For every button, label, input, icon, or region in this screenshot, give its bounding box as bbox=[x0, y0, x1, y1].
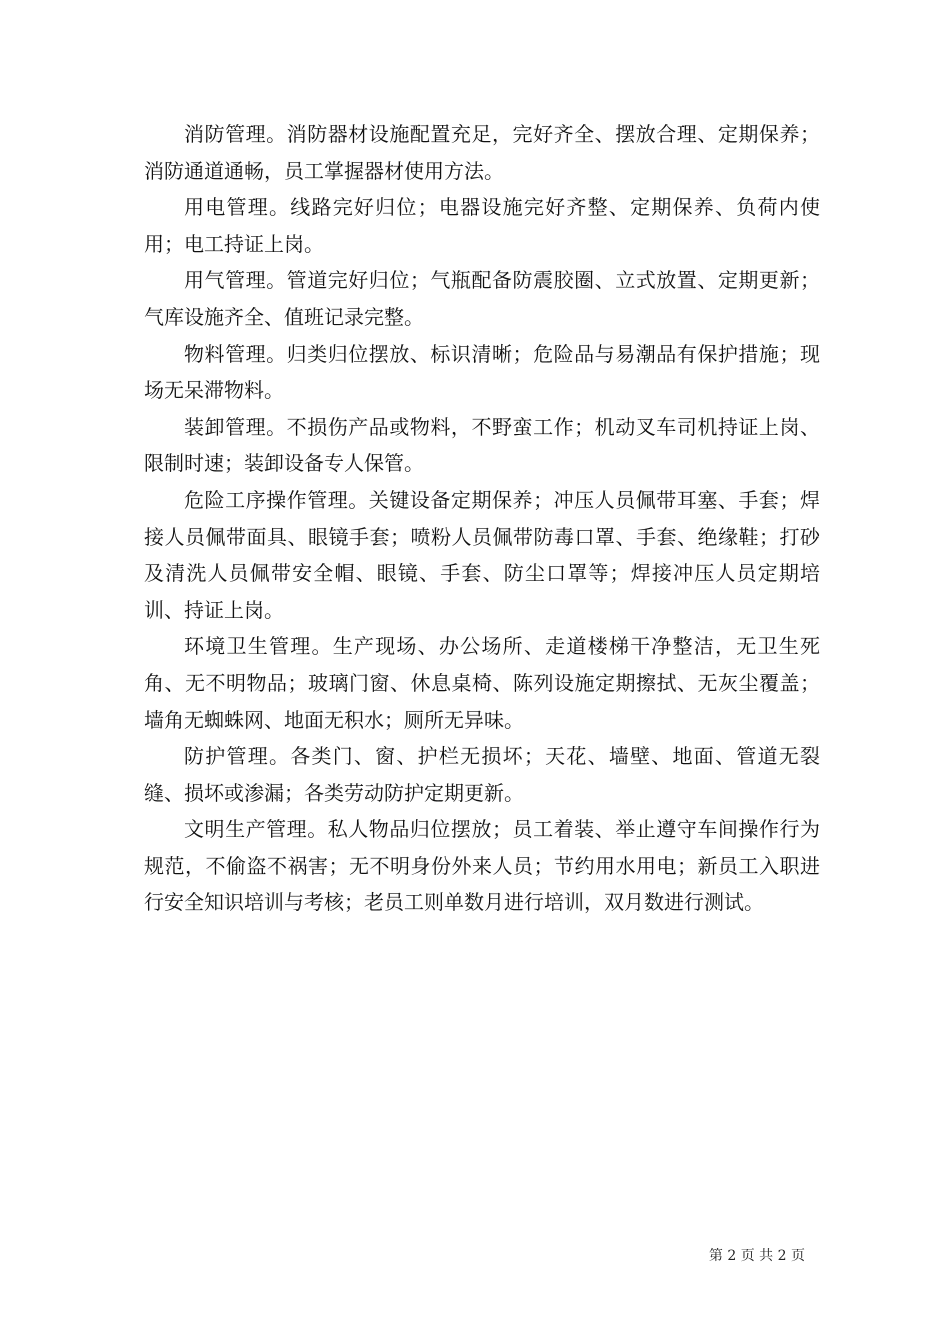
page-number: 第 2 页 共 2 页 bbox=[708, 1248, 805, 1264]
paragraph-electricity: 用电管理。线路完好归位；电器设施完好齐整、定期保养、负荷内使用；电工持证上岗。 bbox=[144, 195, 820, 256]
paragraph-materials: 物料管理。归类归位摆放、标识清晰；危险品与易潮品有保护措施；现场无呆滞物料。 bbox=[144, 341, 820, 403]
paragraph-hazardous-operations: 危险工序操作管理。关键设备定期保养；冲压人员佩带耳塞、手套；焊接人员佩带面具、眼镜手套；喷粉人员佩带防毒口罩、手套、绝缘鞋；打砂及清洗人员佩带安全帽、眼镜、手套、防尘口罩等；焊接冲压人员定期培训、持证上岗。 bbox=[144, 487, 820, 622]
paragraph-loading: 装卸管理。不损伤产品或物料，不野蛮工作；机动叉车司机持证上岗、限制时速；装卸设备专人保管。 bbox=[144, 414, 820, 476]
document-body bbox=[144, 116, 820, 921]
paragraph-protection: 防护管理。各类门、窗、护栏无损坏；天花、墙壁、地面、管道无裂缝、损坏或渗漏；各类劳动防护定期更新。 bbox=[144, 744, 820, 805]
paragraph-civilized-production: 文明生产管理。私人物品归位摆放；员工着装、举止遵守车间操作行为规范，不偷盗不祸害；无不明身份外来人员；节约用水用电；新员工入职进行安全知识培训与考核；老员工则单数月进行培训，双月数进行测试。 bbox=[144, 817, 820, 915]
paragraph-gas: 用气管理。管道完好归位；气瓶配备防震胶圈、立式放置、定期更新；气库设施齐全、值班记录完整。 bbox=[144, 268, 820, 329]
paragraph-hygiene: 环境卫生管理。生产现场、办公场所、走道楼梯干净整洁，无卫生死角、无不明物品；玻璃门窗、休息桌椅、陈列设施定期擦拭、无灰尘覆盖；墙角无蜘蛛网、地面无积水；厕所无异味。 bbox=[144, 634, 820, 732]
paragraph-fire-safety: 消防管理。消防器材设施配置充足，完好齐全、摆放合理、定期保养；消防通道通畅，员工掌握器材使用方法。 bbox=[144, 122, 820, 183]
